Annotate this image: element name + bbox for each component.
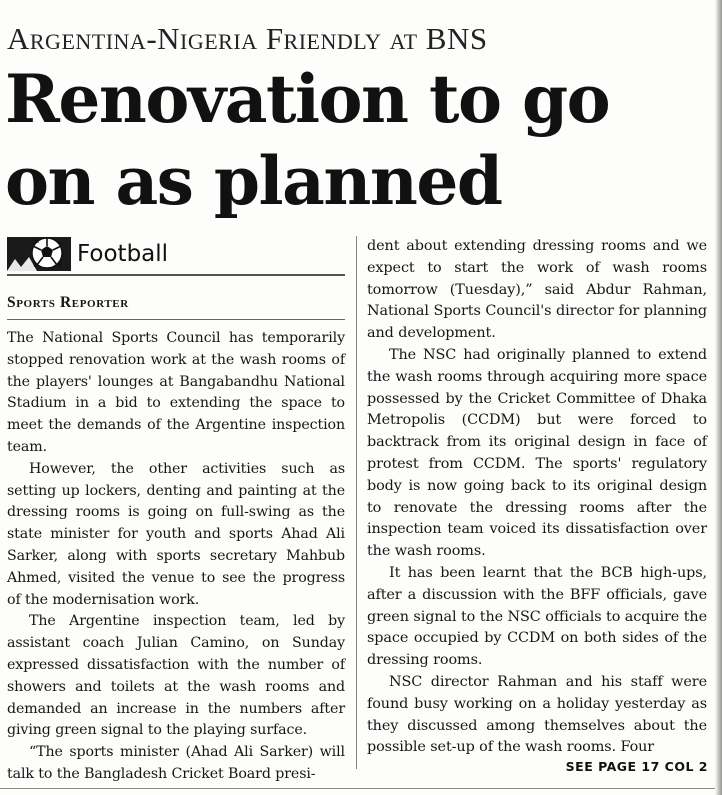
paragraph: dent about extending dressing rooms and we expect to start the work of wash rooms tomorrow (Tuesday),” said Abdur Rahman, National Sports Council's director for planning and development. [367, 238, 707, 342]
paragraph: The NSC had originally planned to extend the wash rooms through acquiring more space possessed by the Cricket Committee of Dhaka Metropolis (CCDM) but were forced to backtrack from its original design in face of protest from CCDM. The sports' regulatory body is now going back to its original design to renovate the dressing rooms after the inspection team voiced its dissatisfaction over the wash rooms. [367, 346, 707, 560]
paragraph: It has been learnt that the BCB high-ups, after a discussion with the BFF officials, gave green signal to the NSC officials to acquire the space occupied by CCDM on both sides of the dressing rooms. [367, 564, 707, 669]
article-column-1 [7, 236, 345, 786]
byline-divider [7, 319, 345, 320]
paragraph: The National Sports Council has temporarily stopped renovation work at the wash rooms of the players' lounges at Bangabandhu National Stadium in a bid to extending the space to meet the demands of the Argentine inspection team. [7, 330, 345, 455]
column-divider [356, 236, 357, 769]
article-headline: Renovation to go on as planned [5, 60, 610, 220]
section-header [7, 236, 345, 272]
page-edge-shadow [715, 0, 722, 795]
article-kicker: Argentina-Nigeria Friendly at BNS [7, 21, 488, 56]
article-column-2 [367, 236, 707, 759]
paragraph: The Argentine inspection team, led by assistant coach Julian Camino, on Sunday expressed dissatisfaction with the number of showers and toilets at the wash rooms and demanded an increase in the numbers after giving green signal to the playing surface. [7, 613, 345, 739]
section-label: Football [77, 241, 169, 267]
section-divider [7, 274, 345, 276]
continued-on-link[interactable]: SEE PAGE 17 COL 2 [565, 759, 708, 774]
byline: Sports Reporter [7, 294, 129, 311]
column-2-text [367, 236, 707, 759]
paragraph: NSC director Rahman and his staff were found busy working on a holiday yesterday as they discussed among themselves about the possible set-up of the wash rooms. Four [367, 673, 707, 756]
bottom-divider [0, 788, 715, 789]
paragraph: However, the other activities such as setting up lockers, denting and painting at the dressing rooms is going on full-swing as the state minister for youth and sports Ahad Ali Sarker, along with sports secretary Mahbub Ahmed, visited the venue to see the progress of the modernisation work. [7, 460, 345, 608]
football-icon [7, 237, 71, 271]
paragraph: “The sports minister (Ahad Ali Sarker) will talk to the Bangladesh Cricket Board presi- [7, 744, 345, 782]
column-1-text [7, 328, 345, 786]
